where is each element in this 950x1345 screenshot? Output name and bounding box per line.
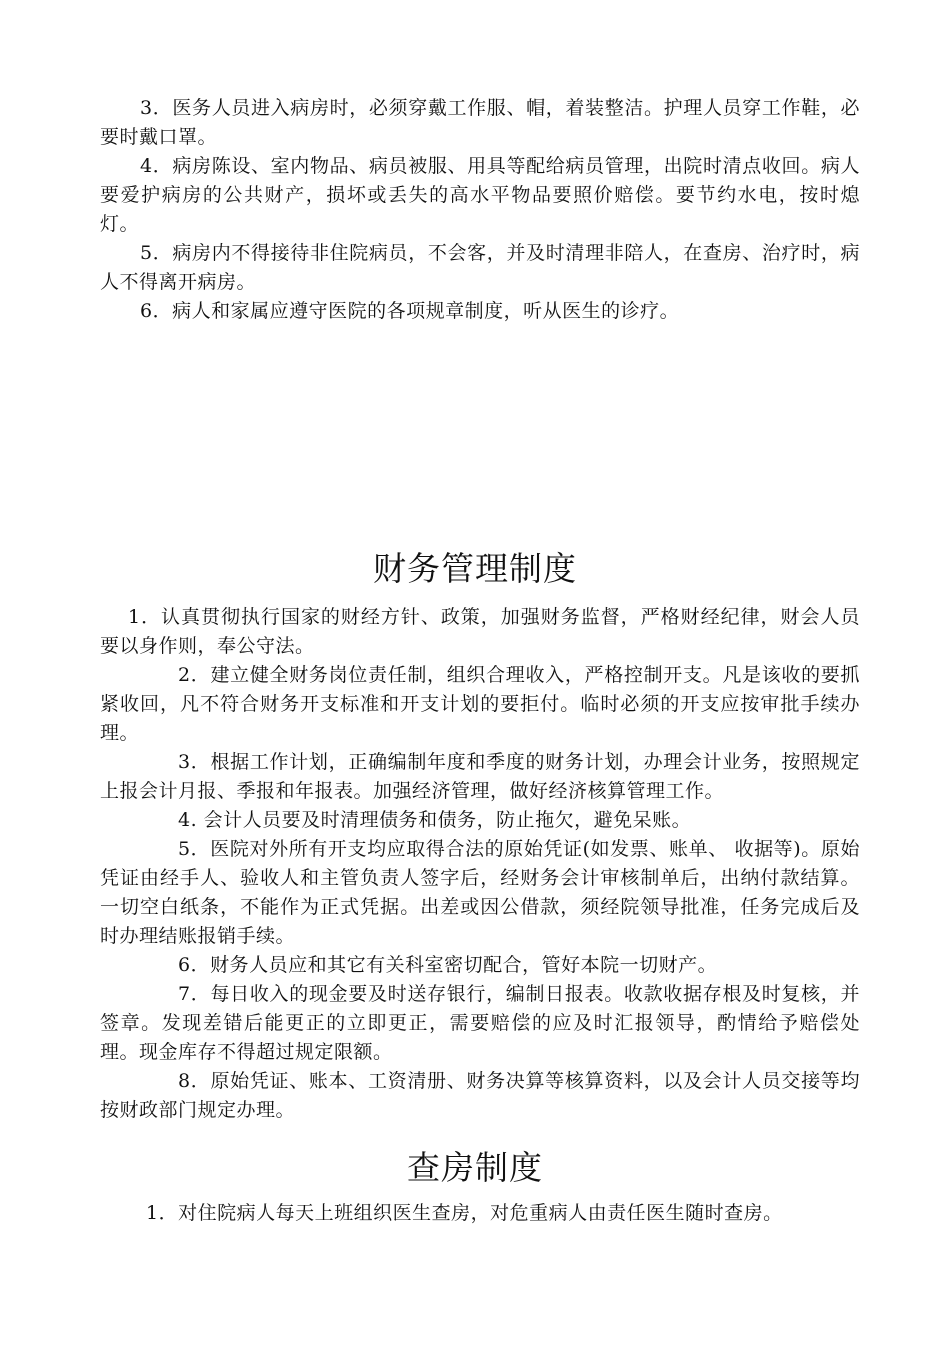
ward-rules-section [100,94,860,326]
ward-rule-item: 5．病房内不得接待非住院病员，不会客，并及时清理非陪人，在查房、治疗时，病人不得离开病房。 [100,242,860,293]
finance-title: 财务管理制度 [373,549,577,588]
finance-item: 3．根据工作计划，正确编制年度和季度的财务计划，办理会计业务，按照规定上报会计月报、季报和年报表。加强经济管理，做好经济核算管理工作。 [100,751,860,802]
finance-item: 2．建立健全财务岗位责任制，组织合理收入，严格控制开支。凡是该收的要抓紧收回，凡不符合财务开支标准和开支计划的要拒付。临时必须的开支应按审批手续办理。 [100,664,860,744]
finance-item: 7．每日收入的现金要及时送存银行，编制日报表。收款收据存根及时复核，并签章。发现差错后能更正的立即更正，需要赔偿的应及时汇报领导，酌情给予赔偿处理。现金库存不得超过规定限额。 [100,983,860,1063]
finance-item: 5．医院对外所有开支均应取得合法的原始凭证(如发票、账单、 收据等)。原始凭证由经手人、验收人和主管负责人签字后，经财务会计审核制单后，出纳付款结算。一切空白纸条，不能作为正式凭据。出差或因公借款，须经院领导批准，任务完成后及时办理结账报销手续。 [100,838,860,947]
ward-rule-item: 6．病人和家属应遵守医院的各项规章制度，听从医生的诊疗。 [140,300,680,322]
finance-section [100,603,860,1125]
ward-round-title: 查房制度 [407,1148,543,1187]
finance-item: 4. 会计人员要及时清理债务和债务，防止拖欠，避免呆账。 [178,809,692,831]
ward-round-section [100,1199,860,1228]
ward-round-item: 1．对住院病人每天上班组织医生查房，对危重病人由责任医生随时查房。 [146,1202,783,1224]
ward-rule-item: 3．医务人员进入病房时，必须穿戴工作服、帽，着装整洁。护理人员穿工作鞋，必要时戴口罩。 [100,97,860,148]
finance-item: 1．认真贯彻执行国家的财经方针、政策，加强财务监督，严格财经纪律，财会人员要以身作则，奉公守法。 [100,606,860,657]
finance-item: 6．财务人员应和其它有关科室密切配合，管好本院一切财产。 [178,954,718,976]
ward-rule-item: 4．病房陈设、室内物品、病员被服、用具等配给病员管理，出院时清点收回。病人要爱护病房的公共财产，损坏或丢失的高水平物品要照价赔偿。要节约水电，按时熄灯。 [100,155,860,235]
finance-item: 8．原始凭证、账本、工资清册、财务决算等核算资料，以及会计人员交接等均按财政部门规定办理。 [100,1070,860,1121]
